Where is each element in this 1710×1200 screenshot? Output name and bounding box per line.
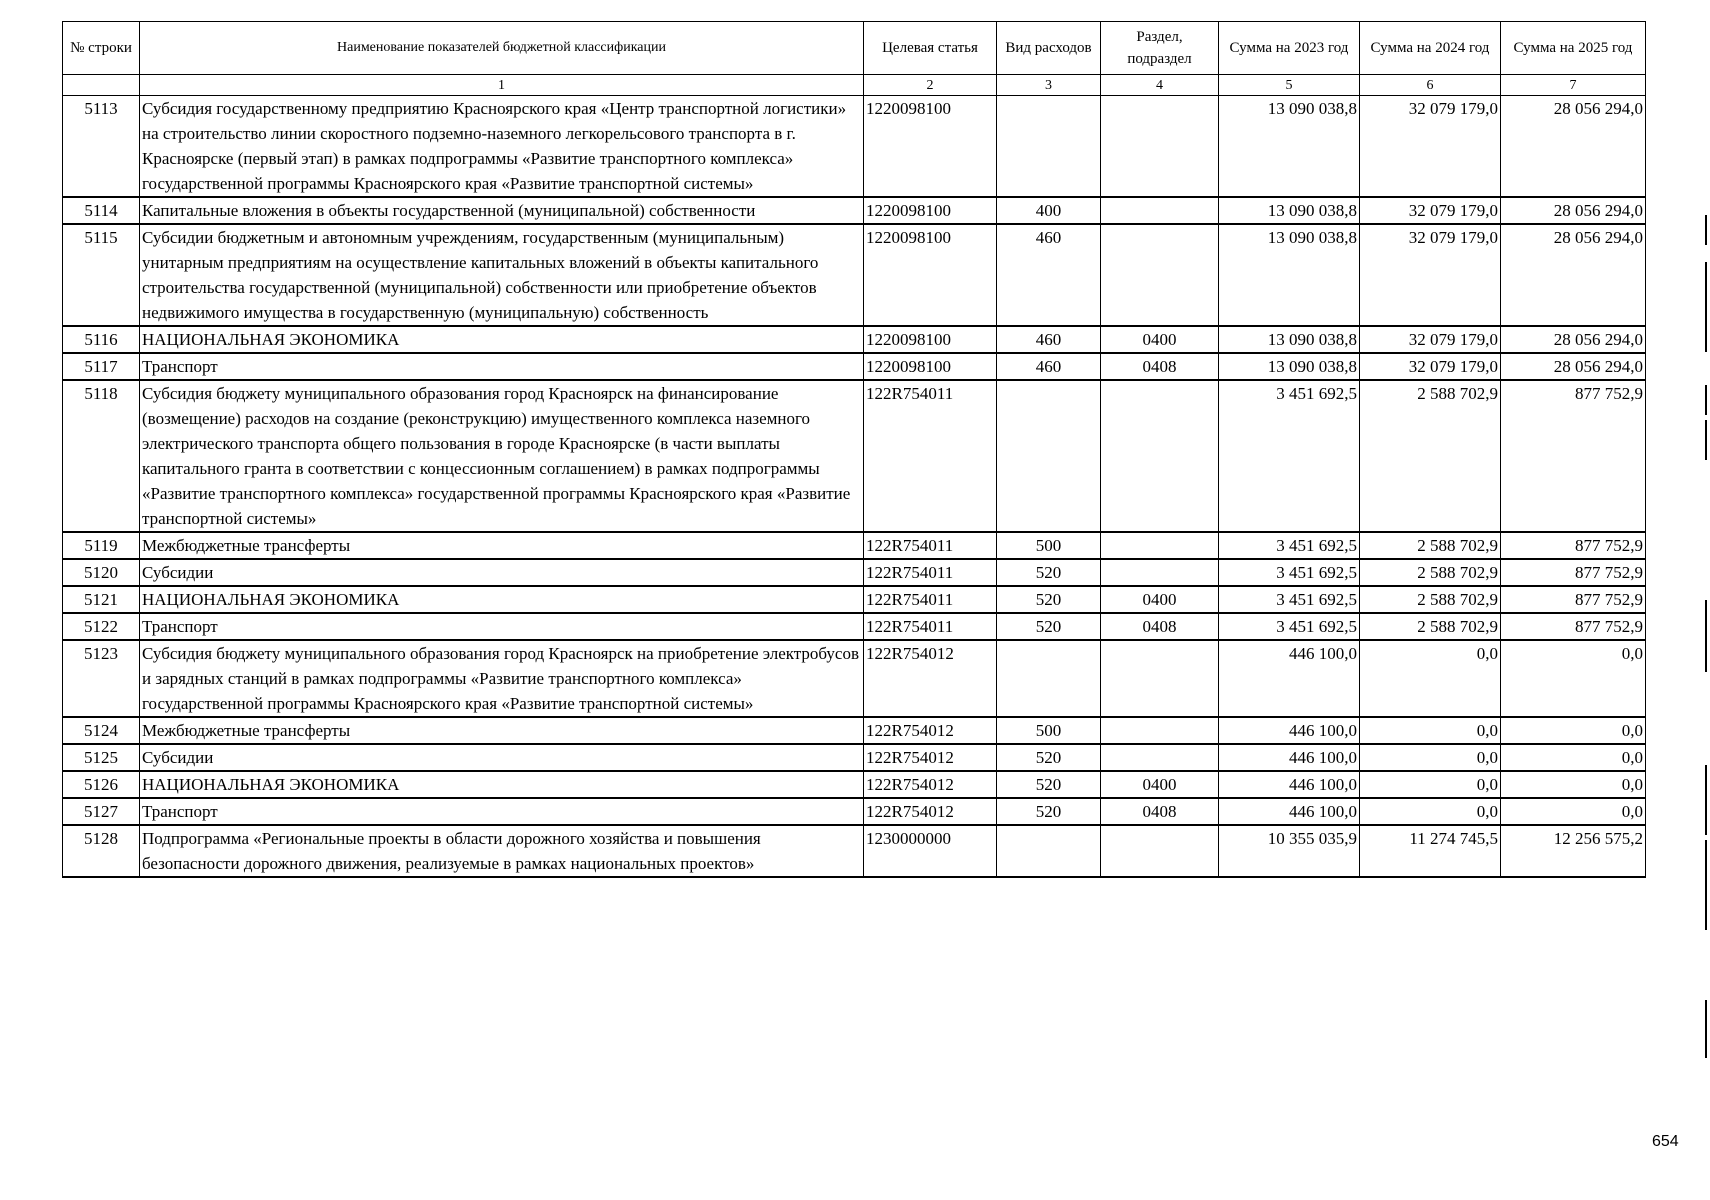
row-sum-2024: 32 079 179,0 bbox=[1360, 224, 1501, 326]
row-sum-2023: 3 451 692,5 bbox=[1219, 380, 1360, 532]
row-sum-2025: 877 752,9 bbox=[1501, 586, 1646, 613]
scan-edge-mark bbox=[1705, 215, 1707, 245]
row-sum-2025: 877 752,9 bbox=[1501, 559, 1646, 586]
row-name: НАЦИОНАЛЬНАЯ ЭКОНОМИКА bbox=[140, 586, 864, 613]
row-section bbox=[1101, 380, 1219, 532]
row-expense-type bbox=[997, 640, 1101, 717]
row-number: 5125 bbox=[63, 744, 140, 771]
row-sum-2025: 28 056 294,0 bbox=[1501, 197, 1646, 224]
column-number: 2 bbox=[864, 75, 997, 96]
header-target: Целевая статья bbox=[864, 22, 997, 75]
row-sum-2023: 3 451 692,5 bbox=[1219, 586, 1360, 613]
row-sum-2023: 446 100,0 bbox=[1219, 717, 1360, 744]
row-section bbox=[1101, 224, 1219, 326]
row-number: 5119 bbox=[63, 532, 140, 559]
row-sum-2024: 0,0 bbox=[1360, 744, 1501, 771]
row-sum-2023: 13 090 038,8 bbox=[1219, 224, 1360, 326]
row-name: Капитальные вложения в объекты государственной (муниципальной) собственности bbox=[140, 197, 864, 224]
table-row bbox=[63, 326, 1646, 353]
row-sum-2024: 32 079 179,0 bbox=[1360, 353, 1501, 380]
row-sum-2023: 446 100,0 bbox=[1219, 771, 1360, 798]
row-name: НАЦИОНАЛЬНАЯ ЭКОНОМИКА bbox=[140, 771, 864, 798]
row-sum-2025: 0,0 bbox=[1501, 771, 1646, 798]
row-sum-2023: 446 100,0 bbox=[1219, 798, 1360, 825]
row-expense-type: 460 bbox=[997, 224, 1101, 326]
row-number: 5114 bbox=[63, 197, 140, 224]
row-sum-2025: 28 056 294,0 bbox=[1501, 353, 1646, 380]
row-target-article: 1220098100 bbox=[864, 224, 997, 326]
row-target-article: 122R754012 bbox=[864, 771, 997, 798]
column-number: 7 bbox=[1501, 75, 1646, 96]
row-section bbox=[1101, 640, 1219, 717]
row-sum-2024: 2 588 702,9 bbox=[1360, 559, 1501, 586]
row-sum-2024: 2 588 702,9 bbox=[1360, 380, 1501, 532]
row-section: 0400 bbox=[1101, 586, 1219, 613]
row-section bbox=[1101, 825, 1219, 877]
row-sum-2024: 0,0 bbox=[1360, 640, 1501, 717]
row-target-article: 122R754011 bbox=[864, 559, 997, 586]
budget-table bbox=[62, 21, 1646, 878]
scan-edge-mark bbox=[1705, 840, 1707, 930]
row-sum-2024: 32 079 179,0 bbox=[1360, 197, 1501, 224]
row-sum-2025: 0,0 bbox=[1501, 717, 1646, 744]
header-type: Вид расходов bbox=[997, 22, 1101, 75]
row-expense-type: 460 bbox=[997, 353, 1101, 380]
row-sum-2023: 3 451 692,5 bbox=[1219, 559, 1360, 586]
row-section: 0408 bbox=[1101, 798, 1219, 825]
row-name: НАЦИОНАЛЬНАЯ ЭКОНОМИКА bbox=[140, 326, 864, 353]
row-sum-2023: 13 090 038,8 bbox=[1219, 96, 1360, 198]
row-number: 5126 bbox=[63, 771, 140, 798]
row-target-article: 1220098100 bbox=[864, 197, 997, 224]
row-section bbox=[1101, 717, 1219, 744]
row-section: 0400 bbox=[1101, 326, 1219, 353]
row-sum-2024: 2 588 702,9 bbox=[1360, 532, 1501, 559]
row-sum-2023: 10 355 035,9 bbox=[1219, 825, 1360, 877]
table-row bbox=[63, 717, 1646, 744]
row-sum-2023: 13 090 038,8 bbox=[1219, 197, 1360, 224]
row-name: Межбюджетные трансферты bbox=[140, 532, 864, 559]
row-number: 5115 bbox=[63, 224, 140, 326]
row-number: 5127 bbox=[63, 798, 140, 825]
table-row bbox=[63, 559, 1646, 586]
row-name: Субсидия бюджету муниципального образования город Красноярск на финансирование (возмещение) расходов на создание (реконструкцию) имущественного комплекса наземного электрического транспорта общего пользования в городе Красноярске (в части выплаты капитального гранта в соответствии с концессионным соглашением) в рамках подпрограммы «Развитие транспортного комплекса» государственной программы Красноярского края «Развитие транспортной системы» bbox=[140, 380, 864, 532]
table-row bbox=[63, 613, 1646, 640]
column-number-row bbox=[63, 75, 1646, 96]
table-row bbox=[63, 353, 1646, 380]
row-target-article: 122R754011 bbox=[864, 586, 997, 613]
row-number: 5117 bbox=[63, 353, 140, 380]
row-name: Субсидия бюджету муниципального образования город Красноярск на приобретение электробусов и зарядных станций в рамках подпрограммы «Развитие транспортного комплекса» государственной программы Красноярского края «Развитие транспортной системы» bbox=[140, 640, 864, 717]
row-number: 5122 bbox=[63, 613, 140, 640]
column-number: 4 bbox=[1101, 75, 1219, 96]
row-target-article: 1220098100 bbox=[864, 326, 997, 353]
table-body bbox=[63, 96, 1646, 878]
row-expense-type: 520 bbox=[997, 613, 1101, 640]
row-section: 0408 bbox=[1101, 613, 1219, 640]
row-section bbox=[1101, 744, 1219, 771]
scan-edge-mark bbox=[1705, 1000, 1707, 1058]
column-number: 1 bbox=[140, 75, 864, 96]
row-name: Подпрограмма «Региональные проекты в области дорожного хозяйства и повышения безопасности дорожного движения, реализуемые в рамках национальных проектов» bbox=[140, 825, 864, 877]
row-target-article: 122R754011 bbox=[864, 532, 997, 559]
table-row bbox=[63, 532, 1646, 559]
header-name: Наименование показателей бюджетной классификации bbox=[140, 22, 864, 75]
row-sum-2025: 28 056 294,0 bbox=[1501, 96, 1646, 198]
row-number: 5128 bbox=[63, 825, 140, 877]
row-sum-2025: 28 056 294,0 bbox=[1501, 224, 1646, 326]
row-expense-type: 520 bbox=[997, 744, 1101, 771]
row-name: Субсидия государственному предприятию Красноярского края «Центр транспортной логистики» на строительство линии скоростного подземно-наземного легкорельсового транспорта в г. Красноярске (первый этап) в рамках подпрограммы «Развитие транспортного комплекса» государственной программы Красноярского края «Развитие транспортной системы» bbox=[140, 96, 864, 198]
header-sum-2024: Сумма на 2024 год bbox=[1360, 22, 1501, 75]
row-name: Субсидии bbox=[140, 744, 864, 771]
row-expense-type: 520 bbox=[997, 798, 1101, 825]
table-row bbox=[63, 798, 1646, 825]
row-sum-2024: 32 079 179,0 bbox=[1360, 326, 1501, 353]
row-target-article: 122R754011 bbox=[864, 613, 997, 640]
row-expense-type: 520 bbox=[997, 559, 1101, 586]
header-section: Раздел, подраздел bbox=[1101, 22, 1219, 75]
table-row bbox=[63, 380, 1646, 532]
table-row bbox=[63, 197, 1646, 224]
row-number: 5118 bbox=[63, 380, 140, 532]
row-expense-type: 520 bbox=[997, 586, 1101, 613]
row-sum-2023: 3 451 692,5 bbox=[1219, 613, 1360, 640]
row-expense-type bbox=[997, 825, 1101, 877]
row-expense-type: 500 bbox=[997, 532, 1101, 559]
row-number: 5123 bbox=[63, 640, 140, 717]
row-sum-2024: 11 274 745,5 bbox=[1360, 825, 1501, 877]
row-target-article: 1220098100 bbox=[864, 96, 997, 198]
row-section: 0408 bbox=[1101, 353, 1219, 380]
row-sum-2024: 0,0 bbox=[1360, 771, 1501, 798]
row-target-article: 1230000000 bbox=[864, 825, 997, 877]
row-number: 5120 bbox=[63, 559, 140, 586]
column-number: 6 bbox=[1360, 75, 1501, 96]
header-row bbox=[63, 22, 1646, 75]
table-row bbox=[63, 586, 1646, 613]
row-section bbox=[1101, 96, 1219, 198]
scan-edge-mark bbox=[1705, 385, 1707, 415]
table-row bbox=[63, 640, 1646, 717]
row-number: 5124 bbox=[63, 717, 140, 744]
row-sum-2024: 2 588 702,9 bbox=[1360, 613, 1501, 640]
row-sum-2024: 2 588 702,9 bbox=[1360, 586, 1501, 613]
row-target-article: 122R754012 bbox=[864, 640, 997, 717]
row-sum-2023: 446 100,0 bbox=[1219, 744, 1360, 771]
row-section bbox=[1101, 559, 1219, 586]
row-section bbox=[1101, 197, 1219, 224]
row-number: 5113 bbox=[63, 96, 140, 198]
row-name: Субсидии бюджетным и автономным учреждениям, государственным (муниципальным) унитарным предприятиям на осуществление капитальных вложений в объекты капитального строительства государственной (муниципальной) собственности или приобретение объектов недвижимого имущества в государственную (муниципальную) собственность bbox=[140, 224, 864, 326]
row-section bbox=[1101, 532, 1219, 559]
table-row bbox=[63, 744, 1646, 771]
table-row bbox=[63, 96, 1646, 198]
row-number: 5116 bbox=[63, 326, 140, 353]
row-target-article: 1220098100 bbox=[864, 353, 997, 380]
row-sum-2025: 28 056 294,0 bbox=[1501, 326, 1646, 353]
column-number bbox=[63, 75, 140, 96]
row-expense-type: 460 bbox=[997, 326, 1101, 353]
row-expense-type: 520 bbox=[997, 771, 1101, 798]
row-sum-2024: 32 079 179,0 bbox=[1360, 96, 1501, 198]
row-sum-2025: 0,0 bbox=[1501, 640, 1646, 717]
row-sum-2023: 13 090 038,8 bbox=[1219, 353, 1360, 380]
row-expense-type: 400 bbox=[997, 197, 1101, 224]
table-row bbox=[63, 771, 1646, 798]
row-sum-2023: 3 451 692,5 bbox=[1219, 532, 1360, 559]
row-name: Субсидии bbox=[140, 559, 864, 586]
row-expense-type bbox=[997, 380, 1101, 532]
row-target-article: 122R754012 bbox=[864, 717, 997, 744]
scan-edge-mark bbox=[1705, 420, 1707, 460]
row-sum-2025: 877 752,9 bbox=[1501, 380, 1646, 532]
row-sum-2025: 877 752,9 bbox=[1501, 613, 1646, 640]
row-sum-2025: 0,0 bbox=[1501, 744, 1646, 771]
row-expense-type bbox=[997, 96, 1101, 198]
row-target-article: 122R754012 bbox=[864, 744, 997, 771]
row-sum-2024: 0,0 bbox=[1360, 717, 1501, 744]
header-sum-2025: Сумма на 2025 год bbox=[1501, 22, 1646, 75]
row-section: 0400 bbox=[1101, 771, 1219, 798]
scan-edge-mark bbox=[1705, 262, 1707, 352]
row-name: Транспорт bbox=[140, 798, 864, 825]
row-expense-type: 500 bbox=[997, 717, 1101, 744]
row-number: 5121 bbox=[63, 586, 140, 613]
table-row bbox=[63, 825, 1646, 877]
row-name: Межбюджетные трансферты bbox=[140, 717, 864, 744]
row-target-article: 122R754011 bbox=[864, 380, 997, 532]
column-number: 5 bbox=[1219, 75, 1360, 96]
scan-edge-mark bbox=[1705, 600, 1707, 672]
column-number: 3 bbox=[997, 75, 1101, 96]
row-sum-2023: 13 090 038,8 bbox=[1219, 326, 1360, 353]
row-sum-2023: 446 100,0 bbox=[1219, 640, 1360, 717]
row-sum-2025: 12 256 575,2 bbox=[1501, 825, 1646, 877]
header-row-no: № строки bbox=[63, 22, 140, 75]
header-sum-2023: Сумма на 2023 год bbox=[1219, 22, 1360, 75]
row-target-article: 122R754012 bbox=[864, 798, 997, 825]
table-row bbox=[63, 224, 1646, 326]
row-sum-2025: 877 752,9 bbox=[1501, 532, 1646, 559]
row-sum-2025: 0,0 bbox=[1501, 798, 1646, 825]
row-sum-2024: 0,0 bbox=[1360, 798, 1501, 825]
scan-edge-mark bbox=[1705, 765, 1707, 835]
row-name: Транспорт bbox=[140, 613, 864, 640]
page-number: 654 bbox=[1652, 1133, 1679, 1150]
row-name: Транспорт bbox=[140, 353, 864, 380]
